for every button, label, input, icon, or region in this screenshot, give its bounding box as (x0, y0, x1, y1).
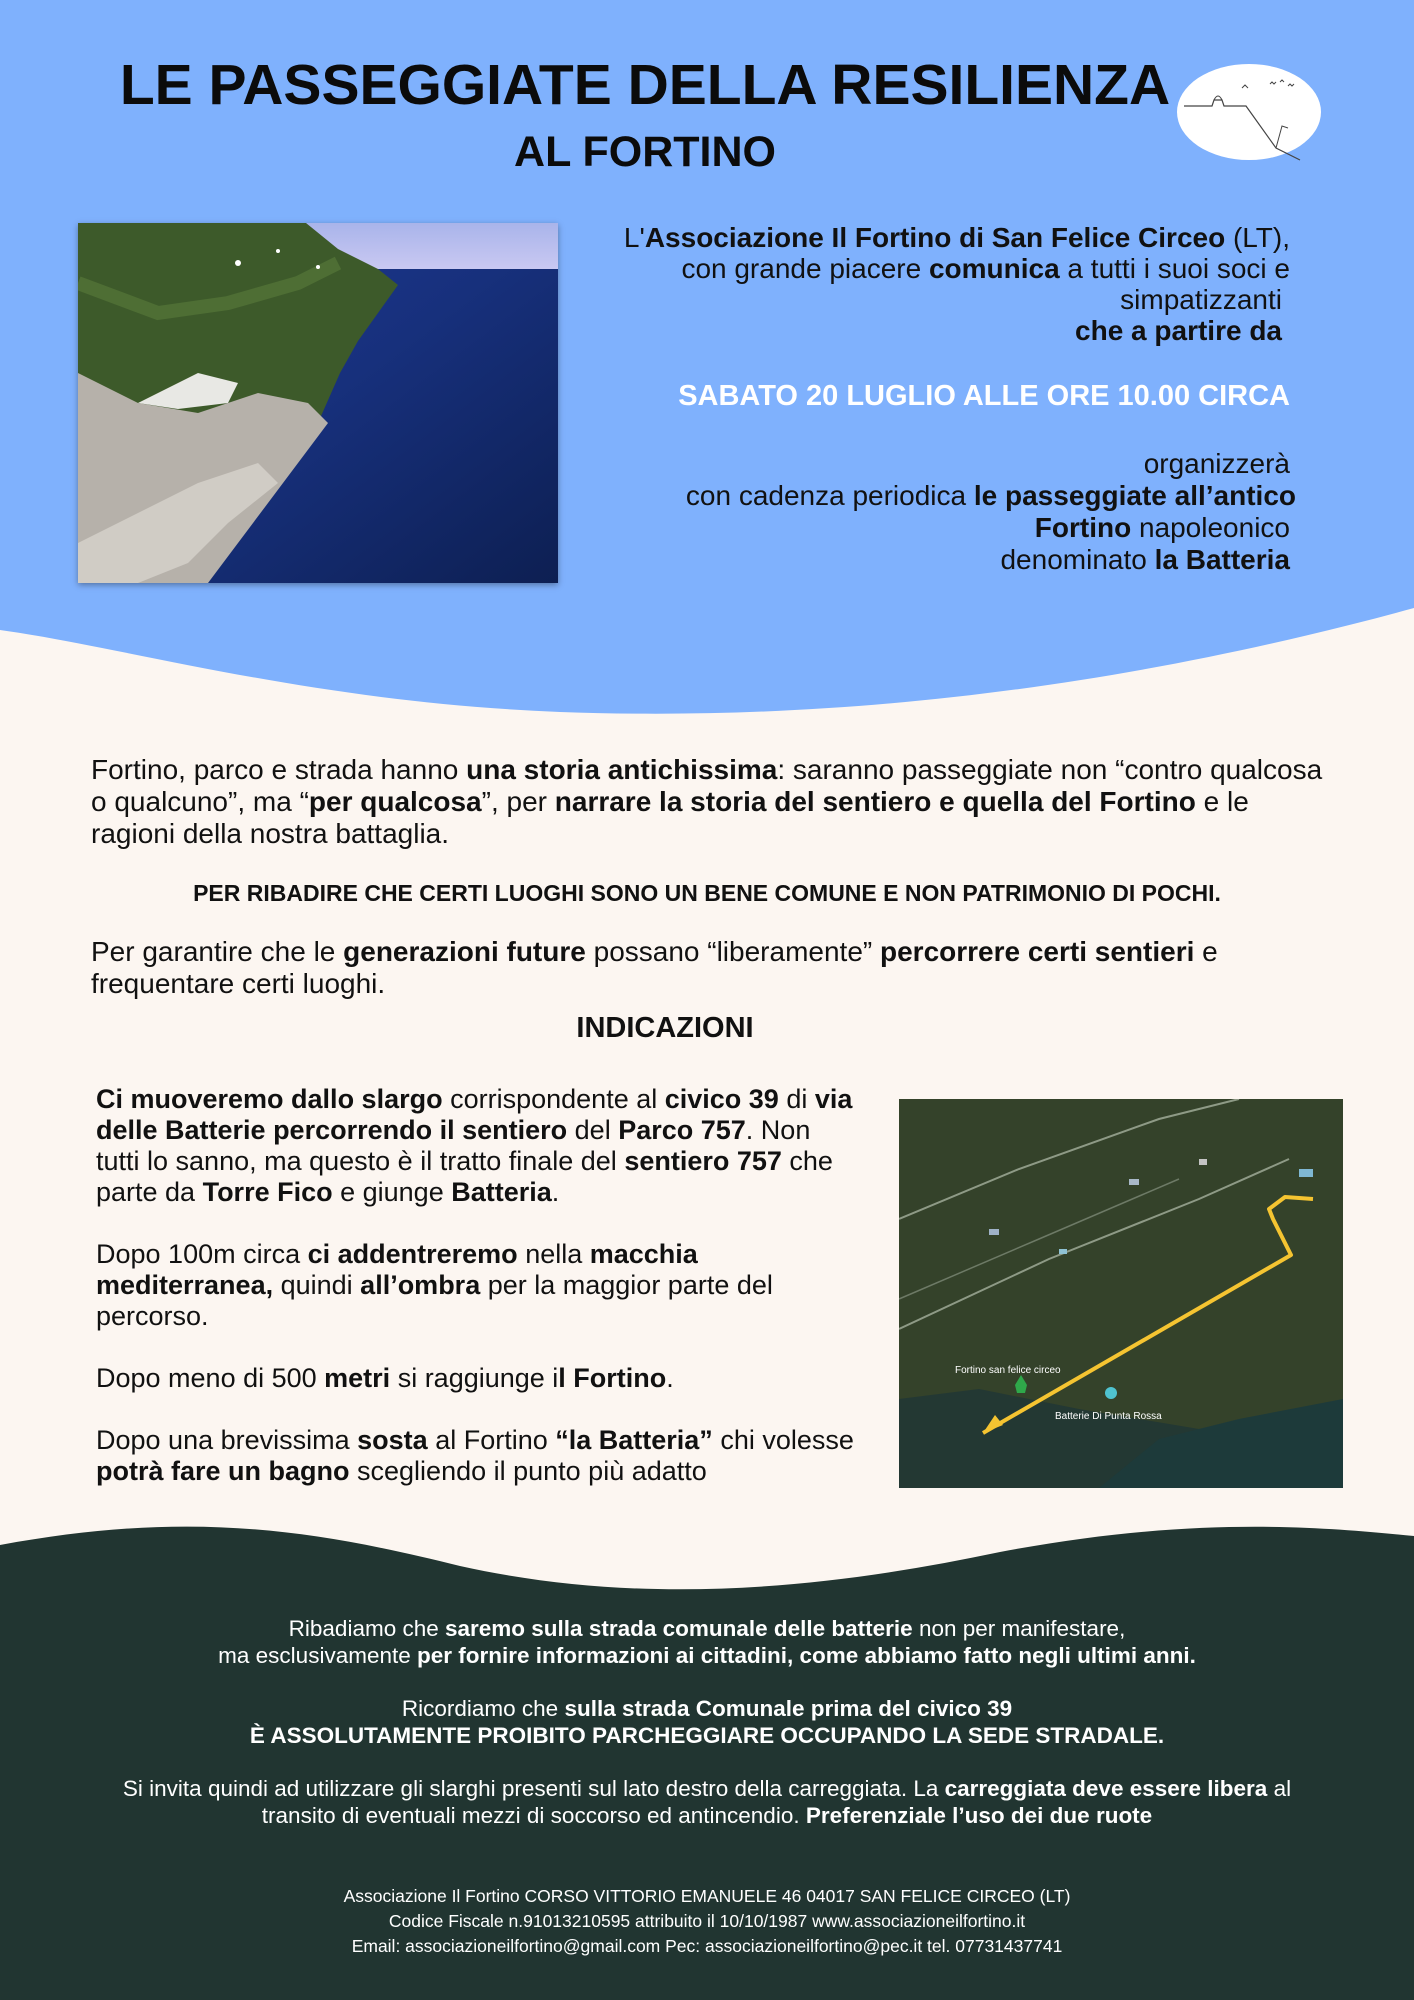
footer-notice-1: Ribadiamo che saremo sulla strada comunale delle batterie non per manifestare, ma esclusivamente per fornire informazioni ai cittadini, come abbiamo fatto negli ultimi anni. (218, 1616, 1196, 1668)
route-satellite-map (899, 1099, 1343, 1488)
directions-text (96, 1084, 856, 1518)
footer-notice-2: Ricordiamo che sulla strada Comunale prima del civico 39 È ASSOLUTAMENTE PROIBITO PARCHEGGIARE OCCUPANDO LA SEDE STRADALE. (249, 1696, 1165, 1748)
map-label-batterie: Batterie Di Punta Rossa (1055, 1411, 1162, 1422)
page-title: LE PASSEGGIATE DELLA RESILIENZA (119, 53, 1171, 117)
intro-line-3: simpatizzanti (1120, 284, 1282, 315)
association-contacts (0, 1884, 1414, 1959)
batterie-marker-icon (1105, 1387, 1117, 1399)
address-line: Associazione Il Fortino CORSO VITTORIO EMANUELE 46 04017 SAN FELICE CIRCEO (LT) (343, 1886, 1071, 1906)
intro-text-2 (596, 448, 1296, 576)
direction-macchia: Dopo 100m circa ci addentreremo nella macchia mediterranea, quindi all’ombra per la maggior parte del percorso. (96, 1239, 773, 1331)
fortino-logo (1176, 62, 1322, 162)
intro-line-2: con grande piacere comunica a tutti i suoi soci e (681, 253, 1290, 284)
organize-line-3: Fortino napoleonico (1034, 512, 1290, 543)
event-date: SABATO 20 LUGLIO ALLE ORE 10.00 CIRCA (678, 380, 1290, 412)
intro-text (590, 222, 1290, 346)
intro-line-4: che a partire da (1075, 315, 1282, 346)
direction-start: Ci muoveremo dallo slargo corrispondente al civico 39 di via delle Batterie percorrendo il sentiero del Parco 757. Non tutti lo sanno, ma questo è il tratto finale del sentiero 757 che parte da Torre Fico e giunge Batteria. (96, 1084, 853, 1207)
organize-line-4: denominato la Batteria (1000, 544, 1290, 575)
future-generations-paragraph: Per garantire che le generazioni future possano “liberamente” percorrere certi sentieri e frequentare certi luoghi. (91, 936, 1218, 999)
map-label-fortino: Fortino san felice circeo (955, 1365, 1061, 1376)
fiscal-code-line: Codice Fiscale n.91013210595 attribuito il 10/10/1987 www.associazioneilfortino.it (388, 1911, 1026, 1931)
organize-line-1: organizzerà (1143, 448, 1290, 479)
email-line: Email: associazioneilfortino@gmail.com Pec: associazioneilfortino@pec.it tel. 07731437741 (351, 1936, 1063, 1956)
coast-aerial-photo (78, 223, 558, 583)
common-good-statement: PER RIBADIRE CHE CERTI LUOGHI SONO UN BENE COMUNE E NON PATRIMONIO DI POCHI. (193, 880, 1221, 906)
organize-line-2: con cadenza periodica le passeggiate all’antico (685, 480, 1296, 511)
direction-swim: Dopo una brevissima sosta al Fortino “la Batteria” chi volesse potrà fare un bagno scegliendo il punto più adatto (96, 1425, 854, 1486)
page-subtitle: AL FORTINO (514, 128, 776, 176)
intro-line-1: L'Associazione Il Fortino di San Felice Circeo (LT), (623, 222, 1290, 253)
history-paragraph: Fortino, parco e strada hanno una storia antichissima: saranno passeggiate non “contro qualcosa o qualcuno”, ma “per qualcosa”, per narrare la storia del sentiero e quella del Fortino e le ragioni della nostra battaglia. (91, 754, 1323, 849)
direction-distance: Dopo meno di 500 metri si raggiunge il Fortino. (96, 1363, 674, 1393)
footer-notice-3: Si invita quindi ad utilizzare gli slarghi presenti sul lato destro della carreggiata. La carreggiata deve essere libera al transito di eventuali mezzi di soccorso ed antincendio. Preferenziale l’uso dei due ruote (122, 1776, 1292, 1828)
directions-heading: INDICAZIONI (576, 1012, 754, 1044)
